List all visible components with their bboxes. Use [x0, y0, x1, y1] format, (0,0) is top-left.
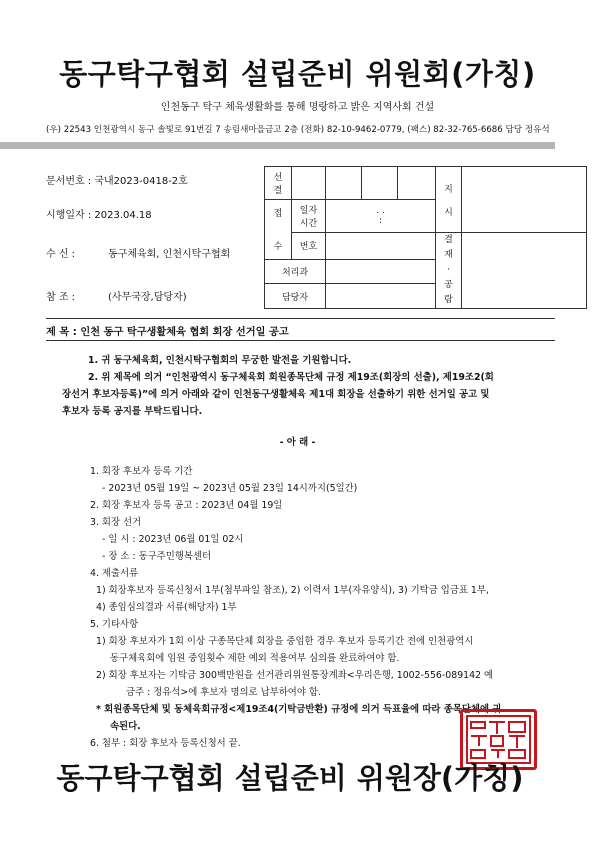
- approval-blank: [326, 167, 362, 200]
- item-3-datetime: - 일 시 : 2023년 06월 01일 02시: [102, 534, 244, 545]
- item-6-attachment: 6. 첨부 : 회장 후보자 등록신청서 끝.: [90, 738, 241, 749]
- paragraph-2-line-1: 2. 위 제목에 의거 “인천광역시 동구체육회 회원종목단체 규정 제19조(회장의 선출), 제19조2(회: [88, 372, 494, 383]
- item-1-period: - 2023년 05월 19일 ~ 2023년 05월 23일 14시까지(5일간): [102, 483, 358, 494]
- item-3: 3. 회장 선거: [90, 517, 142, 528]
- item-5-note-3b: 속된다.: [110, 721, 141, 732]
- recipient-value: 동구체육회, 인천시탁구협회: [108, 249, 231, 260]
- paragraph-2-line-3: 후보자 등록 공지를 부탁드립니다.: [62, 406, 203, 417]
- item-5-note-2b: 금주 : 정유석>에 후보자 명의로 납부하여야 함.: [126, 687, 321, 698]
- item-4-docs-1: 1) 회장후보자 등록신청서 1부(첨부파일 참조), 2) 이력서 1부(자유양식), 3) 기탁금 입금표 1부,: [96, 585, 489, 596]
- date-time-label: 일자 시간: [292, 200, 326, 233]
- approval-table: [264, 166, 587, 309]
- subject: 제 목 : 인천 동구 탁구생활체육 협회 회장 선거일 공고: [46, 327, 289, 338]
- signature-line: 동구탁구협회 설립준비 위원장(가칭): [56, 761, 524, 795]
- approval-review-label: 결 재 · 공 람: [436, 233, 462, 309]
- item-5-note-3a: * 회원종목단체 및 동체육회규정<제19조4(기탁금반환) 규정에 의거 득표율에 따라 종목단체에 귀: [96, 704, 502, 715]
- processing-dept-field: [326, 259, 436, 284]
- item-5-note-2a: 2) 회장 후보자는 기탁금 300백만원을 선거관리위원통장계좌<우리은행, 1002-556-089142 예: [96, 670, 494, 681]
- directive-field: [462, 167, 587, 233]
- item-4: 4. 제출서류: [90, 568, 139, 579]
- item-5-note-1b: 동구체육회에 임원 중임횟수 제한 예외 적용여부 심의를 완료하여야 함.: [110, 653, 400, 664]
- number-label: 번호: [292, 233, 326, 260]
- document-title: 동구탁구협회 설립준비 위원회(가칭): [59, 57, 536, 91]
- number-field: [326, 233, 436, 260]
- document-subtitle: 인천동구 탁구 체육생활화를 통해 명랑하고 밝은 지역사회 건설: [160, 102, 435, 113]
- doc-number: 문서번호 : 국내2023-0418-2호: [46, 176, 188, 187]
- item-3-place: - 장 소 : 동구주민행복센터: [102, 551, 212, 562]
- person-in-charge-label: 담당자: [265, 284, 326, 309]
- below-heading: - 아 래 -: [279, 437, 316, 448]
- item-5: 5. 기타사항: [90, 619, 139, 630]
- date-time-value: . . :: [326, 200, 436, 233]
- paragraph-2-line-2: 장선거 후보자등록)”에 의거 아래와 같이 인천동구생활체육 제1대 회장을 선출하기 위한 선거일 공고 및: [62, 389, 490, 400]
- header-divider: [0, 142, 555, 149]
- approval-blank: [292, 167, 326, 200]
- item-1: 1. 회장 후보자 등록 기간: [90, 466, 193, 477]
- recipient-label: 수 신 :: [46, 249, 76, 260]
- reference-value: (사무국장,담당자): [108, 292, 187, 303]
- issue-date: 시행일자 : 2023.04.18: [46, 210, 152, 221]
- paragraph-1: 1. 귀 동구체육회, 인천시탁구협회의 무궁한 발전을 기원합니다.: [88, 355, 352, 366]
- processing-dept-label: 처리과: [265, 259, 326, 284]
- contact-line: (우) 22543 인천광역시 동구 솔빛로 91번길 7 송림새마을금고 2층 (전화) 82-10-9462-0779, (팩스) 82-32-765-6686 담당 정유석: [46, 125, 550, 135]
- reference-label: 참 조 :: [46, 292, 76, 303]
- item-4-docs-2: 4) 종임심의결과 서류(해당자) 1부: [96, 602, 237, 613]
- approval-blank: [362, 167, 398, 200]
- jeopsu-cell: 접 수: [265, 200, 292, 260]
- approval-review-field: [462, 233, 587, 309]
- approval-blank: [398, 167, 436, 200]
- item-5-note-1a: 1) 회장 후보자가 1회 이상 구종목단체 회장을 중임한 경우 후보자 등록기간 전에 인천광역시: [96, 636, 474, 647]
- seon-cell: 선 결: [265, 167, 292, 200]
- directive-label: 지 시: [436, 167, 462, 233]
- item-2: 2. 회장 후보자 등록 공고 : 2023년 04월 19일: [90, 500, 283, 511]
- person-in-charge-field: [326, 284, 436, 309]
